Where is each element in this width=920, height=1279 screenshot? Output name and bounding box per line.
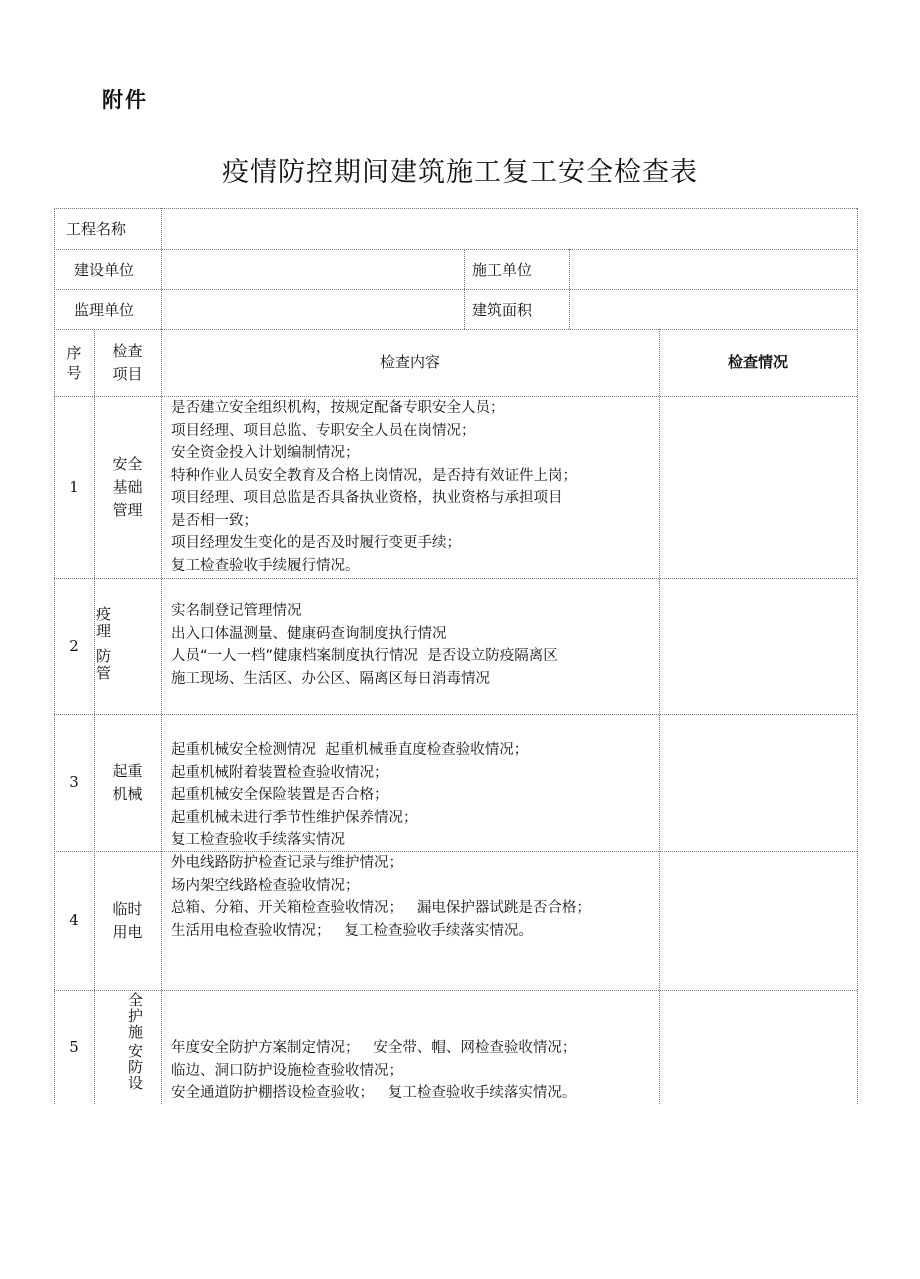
row-5-item-line: 全	[128, 991, 144, 1009]
row-5-item-line: 安	[128, 1042, 144, 1060]
seq-header	[54, 329, 94, 396]
row-4-seq: 4	[69, 911, 79, 929]
row-2-item-line: 理	[96, 622, 112, 640]
row-3-item-line: 起重	[112, 761, 143, 780]
area-label: 建筑面积	[472, 301, 533, 319]
item-header	[94, 329, 161, 396]
row-3-seq: 3	[69, 773, 79, 791]
seq-header-top: 序	[66, 343, 82, 362]
row-4-item	[94, 851, 161, 990]
item-header-top: 检查	[112, 341, 143, 360]
row-1-content: 是否建立安全组织机构，按规定配备专职安全人员； 项目经理、项目总监、专职安全人员在岗情况； 安全资金投入计划编制情况； 特种作业人员安全教育及合格上岗情况，是否持有效证件上岗； 项目经理、项目总监是否具备执业资格，执业资格与承担项目 是否相一致； 项目经理发生变化的是否及时履行变更手续； 复工检查验收手续履行情况。	[171, 400, 577, 574]
row-2-item-line: 防	[96, 647, 112, 665]
project-name-label: 工程名称	[66, 220, 127, 238]
row-1-item-line: 基础	[112, 477, 143, 496]
row-4-content: 外电线路防护检查记录与维护情况； 场内架空线路检查验收情况； 总箱、分箱、开关箱检查验收情况； 漏电保护器试跳是否合格； 生活用电检查验收情况； 复工检查验收手续落实情况。	[171, 855, 591, 939]
row-1-item-line: 安全	[112, 454, 143, 473]
builder-label: 建设单位	[74, 261, 135, 279]
attachment-label: 附件	[102, 88, 148, 112]
row-2-item-line: 管	[96, 664, 112, 682]
row-1-seq: 1	[69, 477, 79, 496]
row-2-item	[96, 606, 111, 682]
row-3-item	[94, 714, 161, 851]
row-5-result[interactable]	[660, 991, 856, 1103]
content-header: 检查内容	[379, 353, 440, 371]
row-3-result[interactable]	[660, 715, 856, 850]
row-2-content: 实名制登记管理情况 出入口体温测量、健康码查询制度执行情况 人员“一人一档”健康档案制度执行情况 是否设立防疫隔离区 施工现场、生活区、办公区、隔离区每日消毒情况	[171, 603, 558, 687]
row-2-item-line: 疫	[96, 605, 112, 623]
row-1-item	[94, 396, 161, 578]
row-5-item	[128, 992, 143, 1091]
row-1-result[interactable]	[660, 397, 856, 577]
row-4-item-line: 临时	[112, 899, 143, 918]
row-3-content: 起重机械安全检测情况 起重机械垂直度检查验收情况； 起重机械附着装置检查验收情况； 起重机械安全保险装置是否合格； 起重机械未进行季节性维护保养情况； 复工检查验收手续落实情况	[171, 742, 529, 848]
row-5-item-line: 施	[128, 1023, 144, 1041]
row-4-item-line: 用电	[112, 922, 143, 941]
row-5-item-line: 防	[128, 1058, 144, 1076]
inspection-table	[54, 208, 857, 1104]
supervisor-label: 监理单位	[74, 301, 135, 319]
contractor-label: 施工单位	[472, 261, 533, 279]
page-title: 疫情防控期间建筑施工复工安全检查表	[222, 157, 698, 188]
row-5-content: 年度安全防护方案制定情况； 安全带、帽、网检查验收情况； 临边、洞口防护设施检查验收情况； 安全通道防护棚搭设检查验收； 复工检查验收手续落实情况。	[171, 1040, 577, 1101]
row-2-seq: 2	[69, 636, 79, 655]
result-header: 检查情况	[727, 353, 788, 371]
row-1-item-line: 管理	[112, 500, 143, 519]
row-2-result[interactable]	[660, 579, 856, 713]
row-5-item-line: 设	[128, 1074, 144, 1092]
item-header-bottom: 项目	[112, 364, 143, 383]
row-4-result[interactable]	[660, 852, 856, 989]
row-5-item-line: 护	[128, 1007, 144, 1025]
seq-header-bottom: 号	[66, 363, 82, 382]
row-3-item-line: 机械	[112, 784, 143, 803]
row-5-seq: 5	[69, 1037, 79, 1056]
